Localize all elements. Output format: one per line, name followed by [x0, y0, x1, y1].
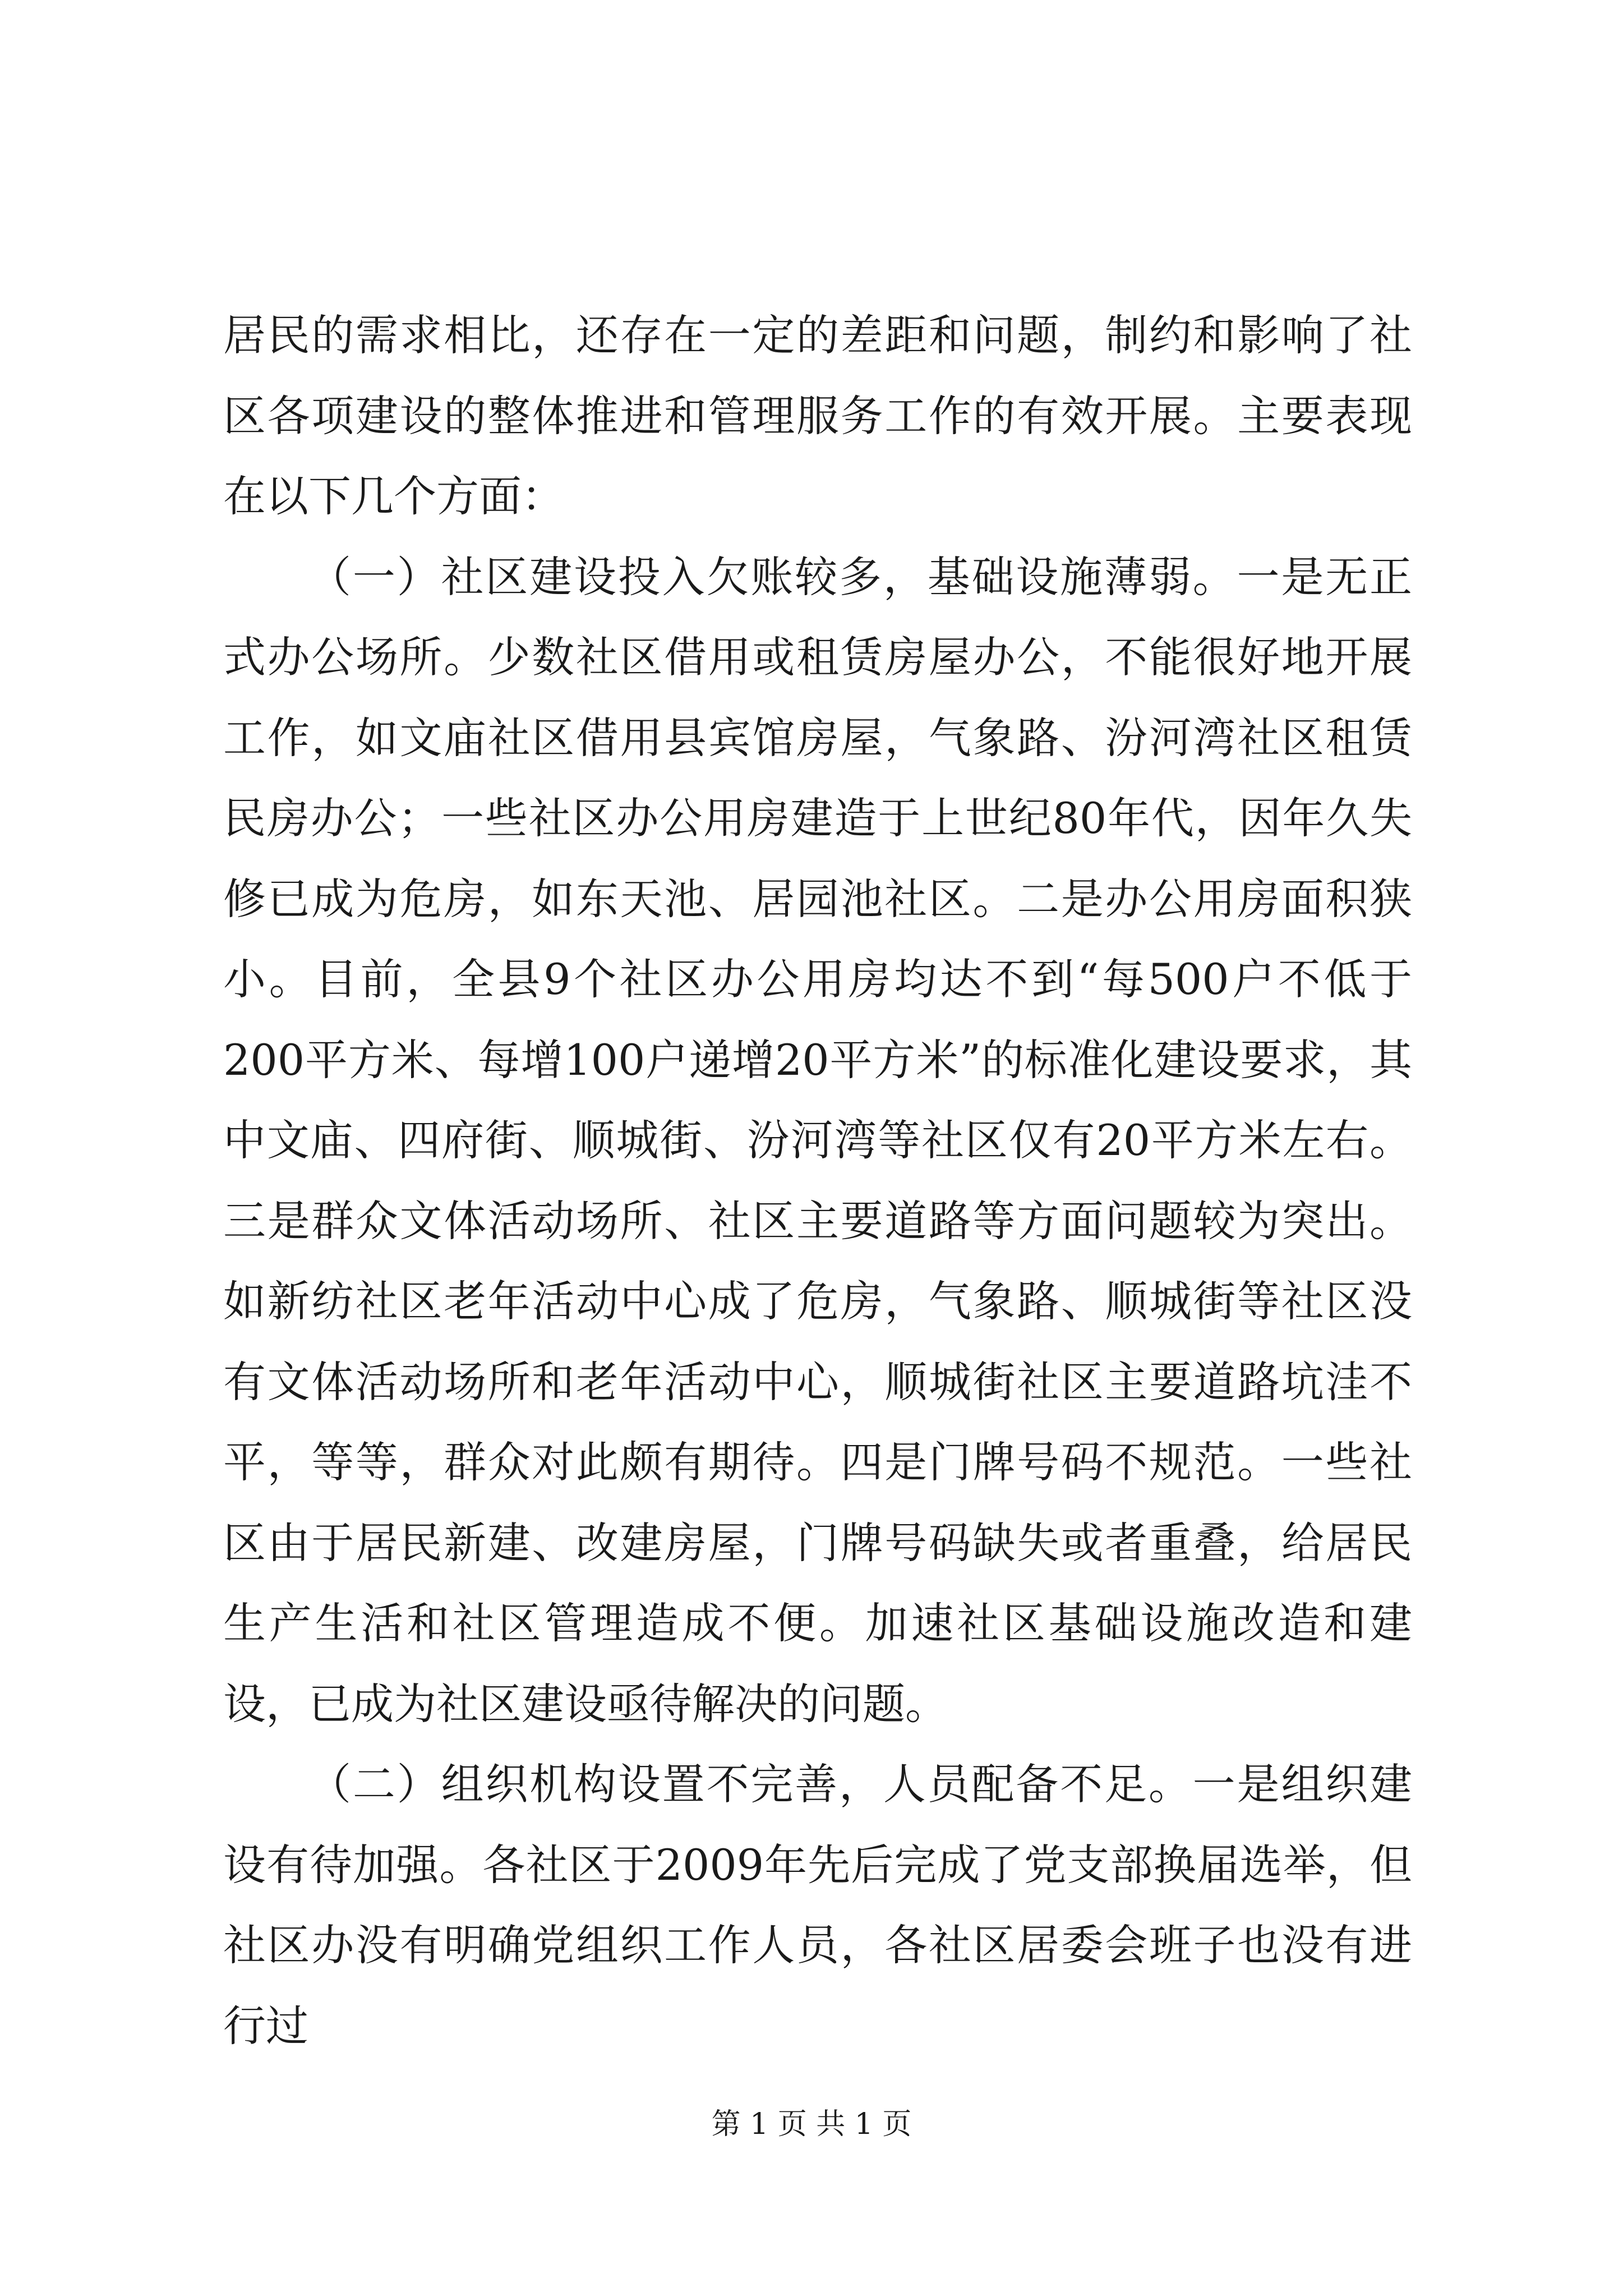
- paragraph-continuation: 居民的需求相比，还存在一定的差距和问题，制约和影响了社区各项建设的整体推进和管理服务工作的有效开展。主要表现在以下几个方面：: [223, 310, 1412, 521]
- document-body: [223, 295, 1412, 2066]
- page-footer: 第 1 页 共 1 页: [711, 2108, 912, 2141]
- paragraph-infrastructure: （一）社区建设投入欠账较多，基础设施薄弱。一是无正式办公场所。少数社区借用或租赁房屋办公，不能很好地开展工作，如文庙社区借用县宾馆房屋，气象路、汾河湾社区租赁民房办公；一些社区办公用房建造于上世纪80年代，因年久失修已成为危房，如东天池、居园池社区。二是办公用房面积狭小。目前，全县9个社区办公用房均达不到“每500户不低于200平方米、每增100户递增20平方米”的标准化建设要求，其中文庙、四府街、顺城街、汾河湾等社区仅有20平方米左右。三是群众文体活动场所、社区主要道路等方面问题较为突出。如新纺社区老年活动中心成了危房，气象路、顺城街等社区没有文体活动场所和老年活动中心，顺城街社区主要道路坑洼不平，等等，群众对此颇有期待。四是门牌号码不规范。一些社区由于居民新建、改建房屋，门牌号码缺失或者重叠，给居民生产生活和社区管理造成不便。加速社区基础设施改造和建设，已成为社区建设亟待解决的问题。: [223, 551, 1412, 1729]
- paragraph-organization: （二）组织机构设置不完善，人员配备不足。一是组织建设有待加强。各社区于2009年先后完成了党支部换届选举，但社区办没有明确党组织工作人员，各社区居委会班子也没有进行过: [223, 1759, 1412, 2051]
